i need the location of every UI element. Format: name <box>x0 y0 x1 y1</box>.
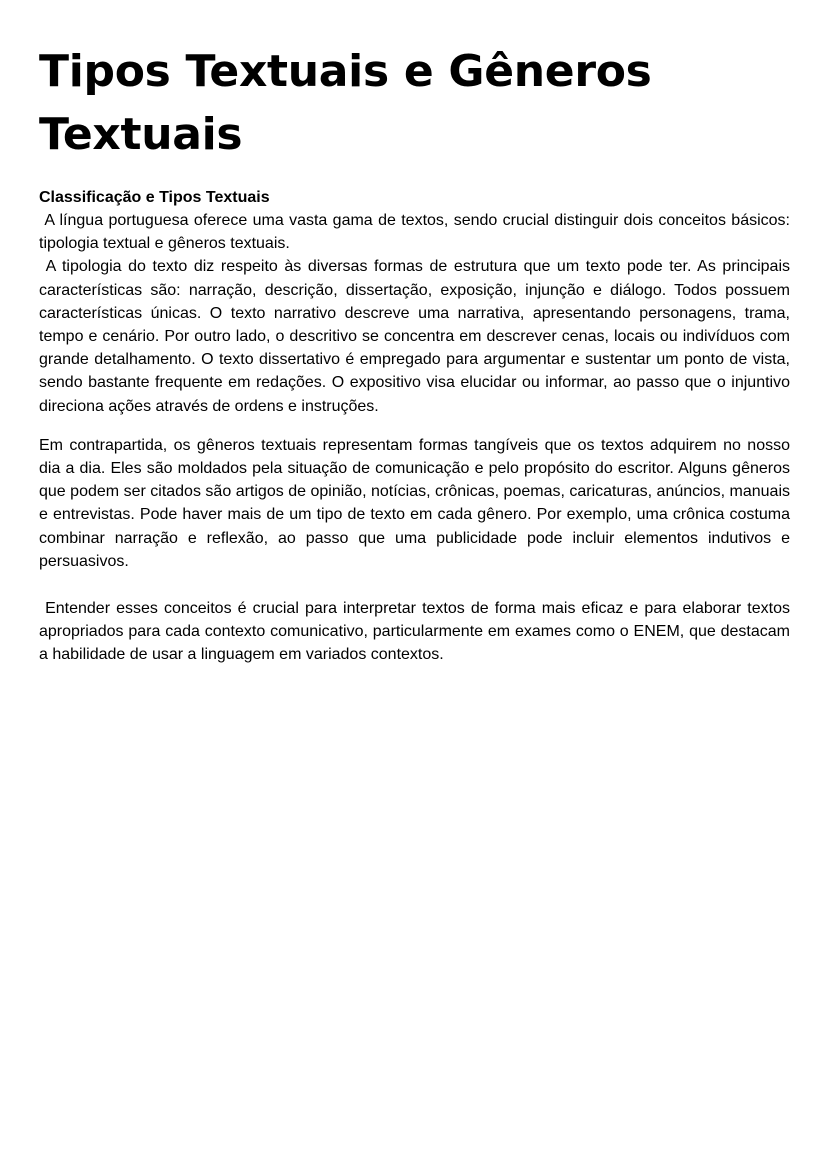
paragraph-conclusao: Entender esses conceitos é crucial para interpretar textos de forma mais eficaz e para elaborar textos apropriados para cada contexto comunicativo, particularmente em exames como o ENEM, que destacam a habilidade de usar a linguagem em variados contextos. <box>39 600 790 664</box>
paragraph-tipologia: A tipologia do texto diz respeito às diversas formas de estrutura que um texto pode ter. As principais características são: narração, descrição, dissertação, exposição, injunção e diálogo. Todos possuem características únicas. O texto narrativo descreve uma narrativa, apresentando personagens, trama, tempo e cenário. Por outro lado, o descritivo se concentra em descrever cenas, locais ou indivíduos com grande detalhamento. O texto dissertativo é empregado para argumentar e sustentar um ponto de vista, sendo bastante frequente em redações. O expositivo visa elucidar ou informar, ao passo que o injuntivo direciona ações através de ordens e instruções. <box>39 258 790 415</box>
paragraph-generos: Em contrapartida, os gêneros textuais representam formas tangíveis que os textos adquirem no nosso dia a dia. Eles são moldados pela situação de comunicação e pelo propósito do escritor. Alguns gêneros que podem ser citados são artigos de opinião, notícias, crônicas, poemas, caricaturas, anúncios, manuais e entrevistas. Pode haver mais de um tipo de texto em cada gênero. Por exemplo, uma crônica costuma combinar narração e reflexão, ao passo que uma publicidade pode incluir elementos indutivos e persuasivos. <box>39 436 790 570</box>
section-heading: Classificação e Tipos Textuais <box>39 189 270 206</box>
page-title: Tipos Textuais e Gêneros Textuais <box>39 46 652 160</box>
document-page <box>39 40 790 667</box>
paragraph-intro: A língua portuguesa oferece uma vasta gama de textos, sendo crucial distinguir dois conceitos básicos: tipologia textual e gêneros textuais. <box>39 212 790 253</box>
